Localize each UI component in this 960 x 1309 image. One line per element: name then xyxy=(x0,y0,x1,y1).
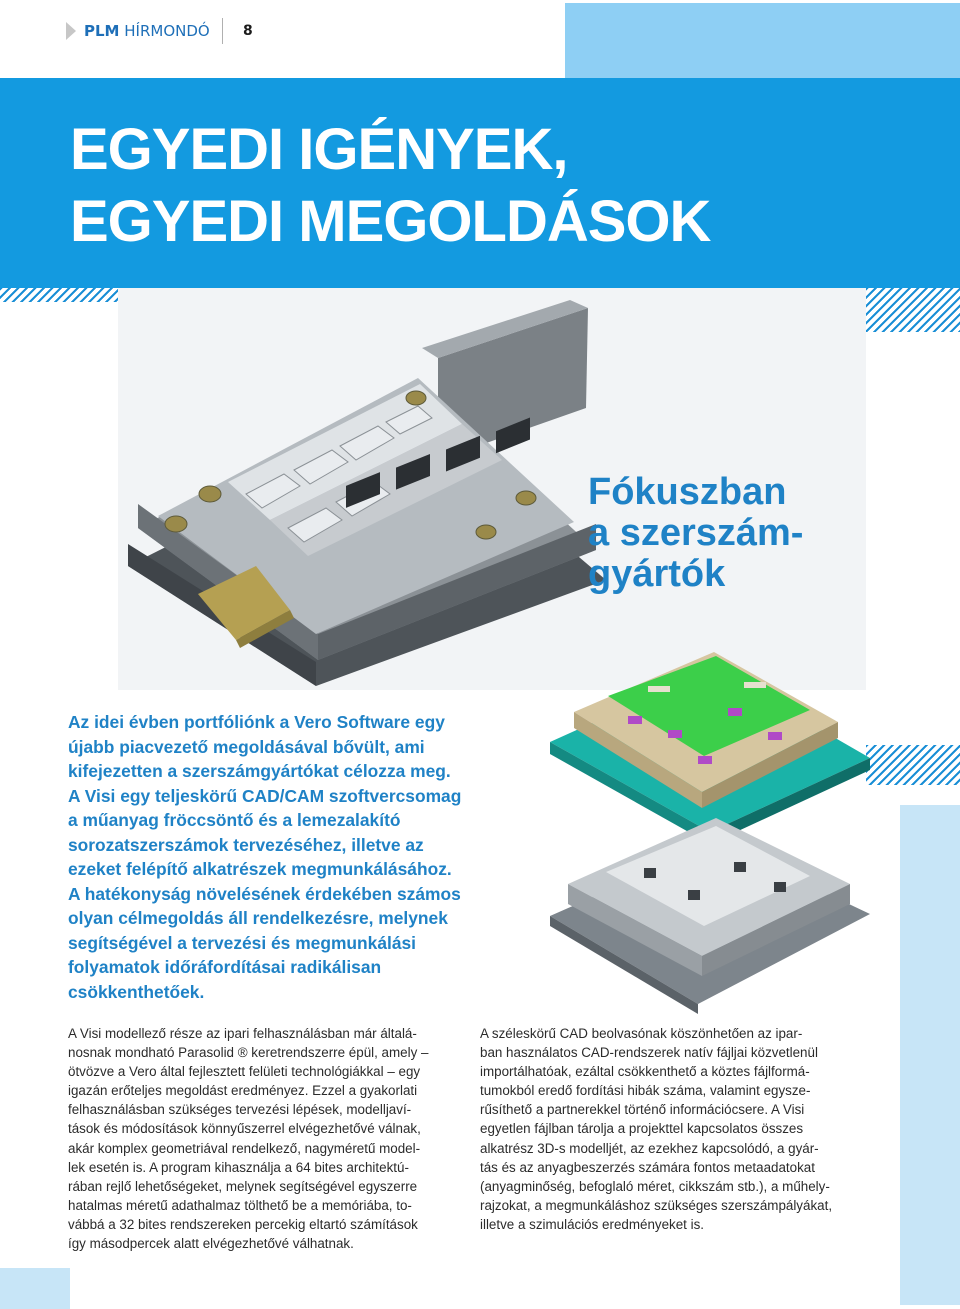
lead-line: csökkenthetőek. xyxy=(68,981,205,1002)
decor-block-side xyxy=(900,805,960,1305)
body-line: egyetlen fájlban tárolja a projekttel kapcsolatos összes xyxy=(480,1121,804,1137)
body-line: felhasználásban szükséges tervezési lépések, modelljaví- xyxy=(68,1102,412,1118)
body-line: rában rejlő lehetőségeket, melynek segítségével egyszerre xyxy=(68,1178,418,1194)
brand-thin: HÍRMONDÓ xyxy=(124,22,210,40)
lead-line: segítségével a tervezési és megmunkálási xyxy=(68,932,417,953)
body-line: lek esetén is. A program kihasználja a 64 bites architektú- xyxy=(68,1159,409,1175)
lead-line: sorozatszerszámok tervezéséhez, illetve az xyxy=(68,834,424,855)
page-title xyxy=(70,114,710,258)
lead-line: kifejezetten a szerszámgyártókat célozza meg. xyxy=(68,761,451,781)
brand-name xyxy=(84,22,210,40)
page-number: 8 xyxy=(243,23,253,39)
hatch-stripe-left xyxy=(0,288,118,302)
body-line: A Visi modellező része az ipari felhasználásban már általá- xyxy=(68,1026,417,1041)
body-line: ötvözve a Vero által fejlesztett felületi technológiákkal – egy xyxy=(68,1064,421,1080)
body-line: vábbá a 32 bites rendszereken percekig eltartó számítások xyxy=(68,1216,418,1232)
body-line: tás és az anyagbeszerzés számára fontos metaadatokat xyxy=(480,1159,815,1175)
heading-line-3: gyártók xyxy=(588,553,726,595)
brand-bold: PLM xyxy=(84,22,120,40)
lead-line: újabb piacvezető megoldásával bővült, ami xyxy=(68,736,425,757)
hatch-stripe-right xyxy=(866,288,960,332)
body-line: hatalmas méretű adathalmaz tölthető be a memóriába, to- xyxy=(68,1197,412,1213)
body-line: igazán erőteljes megoldást eredményez. Ezzel a gyakorlati xyxy=(68,1083,418,1099)
body-line: importálhatóak, ezáltal csökkenthető a köztes fájlformá- xyxy=(480,1064,810,1080)
header-divider xyxy=(222,18,223,44)
lead-paragraph xyxy=(68,710,488,1004)
decor-block-corner xyxy=(0,1268,70,1309)
lead-line: Az idei évben portfóliónk a Vero Software egy xyxy=(68,712,445,732)
lead-line: a műanyag fröccsöntő és a lemezalakító xyxy=(68,810,401,830)
lead-line: ezeket felépítő alkatrészek megmunkálásához. xyxy=(68,859,452,879)
header-arrow-icon xyxy=(66,22,76,40)
mold-assembly-image xyxy=(548,646,873,1016)
body-line: alkatrész 3D-s modelljét, az ezekhez kapcsolódó, a gyár- xyxy=(480,1140,819,1156)
body-line: így másodpercek alatt elvégezhetővé válhatnak. xyxy=(68,1236,354,1252)
heading-line-2: a szerszám- xyxy=(588,512,804,554)
title-line-1: EGYEDI IGÉNYEK, xyxy=(70,117,568,182)
body-line: nosnak mondható Parasolid ® keretrendszerre épül, amely – xyxy=(68,1045,429,1061)
body-line: rajzokat, a megmunkáláshoz szükséges szerszámpályákat, xyxy=(480,1197,833,1213)
hatch-stripe-mid xyxy=(866,745,960,785)
heading-line-1: Fókuszban xyxy=(588,471,787,513)
body-line: tumokból eredő fordítási hibák száma, valamint egysze- xyxy=(480,1083,811,1099)
body-line: A széleskörű CAD beolvasónak köszönhetően az ipar- xyxy=(480,1026,803,1041)
body-column-2 xyxy=(480,1024,892,1234)
lead-line: olyan célmegoldás áll rendelkezésre, melynek xyxy=(68,908,448,928)
body-line: illetve a szimulációs eredményeket is. xyxy=(480,1216,705,1232)
section-heading xyxy=(588,472,803,595)
body-line: (anyagminőség, befoglaló méret, cikkszám stb.), a műhely- xyxy=(480,1178,830,1194)
body-line: akár komplex geometriával rendelkező, nagyméretű model- xyxy=(68,1140,421,1156)
mold-assembly-drawing xyxy=(548,646,873,1016)
title-line-2: EGYEDI MEGOLDÁSOK xyxy=(70,189,711,254)
body-line: rűsíthető a partnerekkel történő információcsere. A Visi xyxy=(480,1102,805,1118)
body-line: tások és módosítások könnyűszerrel elvégezhetővé válnak, xyxy=(68,1121,421,1137)
lead-line: A hatékonyság növelésének érdekében számos xyxy=(68,883,461,904)
body-column-1 xyxy=(68,1024,468,1253)
decor-block-top xyxy=(565,3,960,78)
lead-line: A Visi egy teljeskörű CAD/CAM szoftvercsomag xyxy=(68,785,462,806)
lead-line: folyamatok időráfordításai radikálisan xyxy=(68,957,382,977)
body-line: ban használatos CAD-rendszerek natív fájljai közvetlenül xyxy=(480,1045,818,1061)
